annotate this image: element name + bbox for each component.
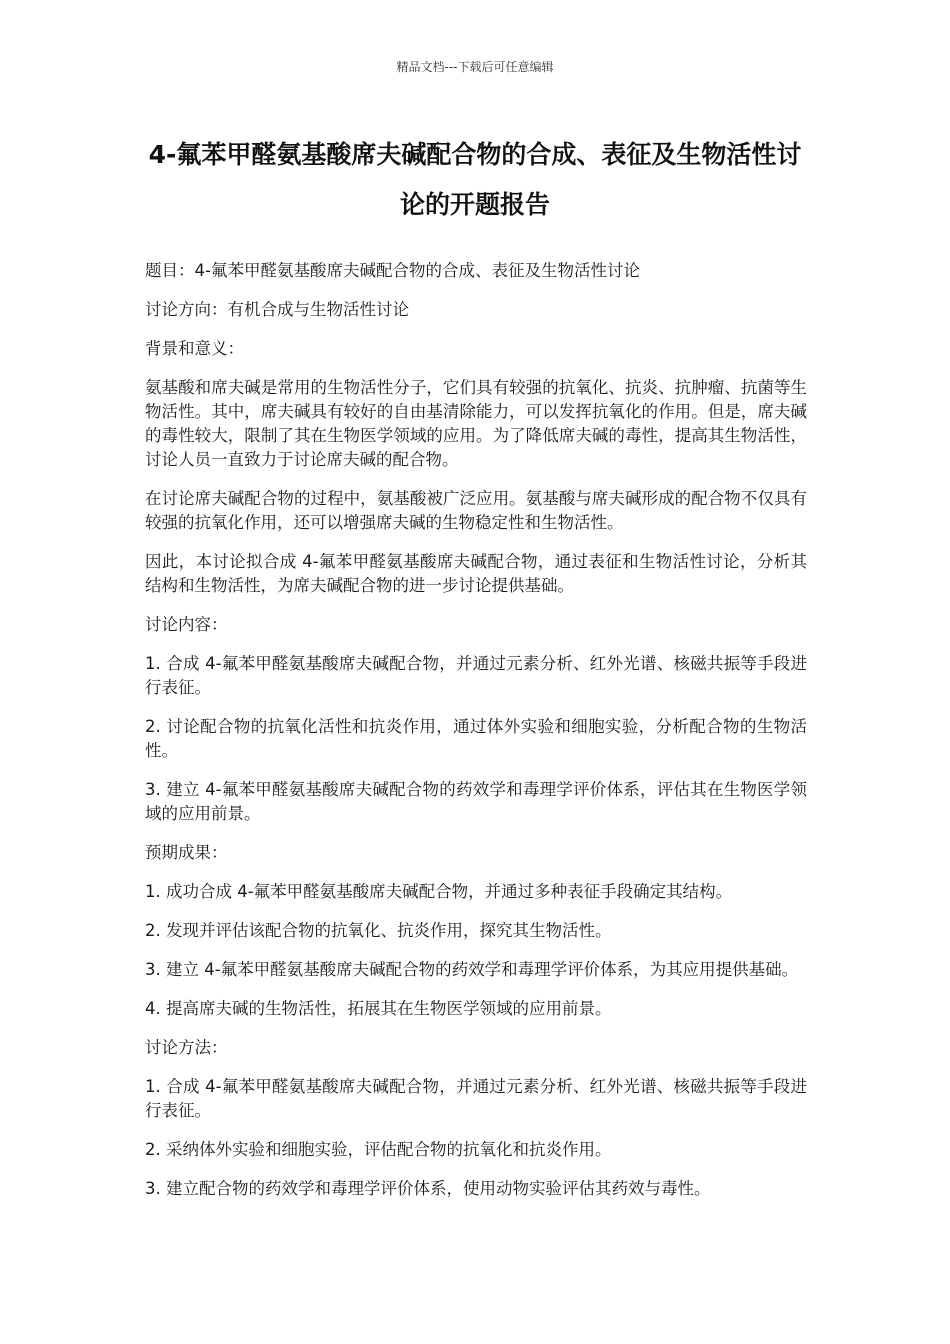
section-heading-methods: 讨论方法： xyxy=(145,1038,228,1057)
header-note: 精品文档---下载后可任意编辑 xyxy=(396,60,554,74)
list-item-outcome-1: 1. 成功合成 4-氟苯甲醛氨基酸席夫碱配合物，并通过多种表征手段确定其结构。 xyxy=(145,882,733,901)
section-heading-background: 背景和意义： xyxy=(145,339,244,358)
list-item-outcome-3: 3. 建立 4-氟苯甲醛氨基酸席夫碱配合物的药效学和毒理学评价体系，为其应用提供基础。 xyxy=(145,960,799,979)
list-item-content-1: 1. 合成 4-氟苯甲醛氨基酸席夫碱配合物，并通过元素分析、红外光谱、核磁共振等手段进行表征。 xyxy=(145,654,807,697)
list-item-content-3: 3. 建立 4-氟苯甲醛氨基酸席夫碱配合物的药效学和毒理学评价体系，评估其在生物医学领域的应用前景。 xyxy=(145,780,807,823)
section-heading-outcomes: 预期成果： xyxy=(145,843,228,862)
list-item-method-2: 2. 采纳体外实验和细胞实验，评估配合物的抗氧化和抗炎作用。 xyxy=(145,1140,612,1159)
paragraph-background-2: 在讨论席夫碱配合物的过程中，氨基酸被广泛应用。氨基酸与席夫碱形成的配合物不仅具有较强的抗氧化作用，还可以增强席夫碱的生物稳定性和生物活性。 xyxy=(145,489,807,532)
list-item-method-1: 1. 合成 4-氟苯甲醛氨基酸席夫碱配合物，并通过元素分析、红外光谱、核磁共振等手段进行表征。 xyxy=(145,1077,807,1120)
list-item-outcome-4: 4. 提高席夫碱的生物活性，拓展其在生物医学领域的应用前景。 xyxy=(145,999,612,1018)
paragraph-background-1: 氨基酸和席夫碱是常用的生物活性分子，它们具有较强的抗氧化、抗炎、抗肿瘤、抗菌等生物活性。其中，席夫碱具有较好的自由基清除能力，可以发挥抗氧化的作用。但是，席夫碱的毒性较大，限制了其在生物医学领域的应用。为了降低席夫碱的毒性，提高其生物活性，讨论人员一直致力于讨论席夫碱的配合物。 xyxy=(145,378,807,469)
list-item-outcome-2: 2. 发现并评估该配合物的抗氧化、抗炎作用，探究其生物活性。 xyxy=(145,921,612,940)
document-body xyxy=(145,259,807,1216)
list-item-method-3: 3. 建立配合物的药效学和毒理学评价体系，使用动物实验评估其药效与毒性。 xyxy=(145,1179,711,1198)
paragraph-background-3: 因此，本讨论拟合成 4-氟苯甲醛氨基酸席夫碱配合物，通过表征和生物活性讨论，分析其结构和生物活性，为席夫碱配合物的进一步讨论提供基础。 xyxy=(145,552,807,595)
list-item-content-2: 2. 讨论配合物的抗氧化活性和抗炎作用，通过体外实验和细胞实验，分析配合物的生物活性。 xyxy=(145,717,807,760)
paragraph-direction: 讨论方向：有机合成与生物活性讨论 xyxy=(145,300,409,319)
paragraph-topic: 题目：4-氟苯甲醛氨基酸席夫碱配合物的合成、表征及生物活性讨论 xyxy=(145,261,640,280)
section-heading-content: 讨论内容： xyxy=(145,615,228,634)
document-title: 4-氟苯甲醛氨基酸席夫碱配合物的合成、表征及生物活性讨论的开题报告 xyxy=(148,140,802,219)
